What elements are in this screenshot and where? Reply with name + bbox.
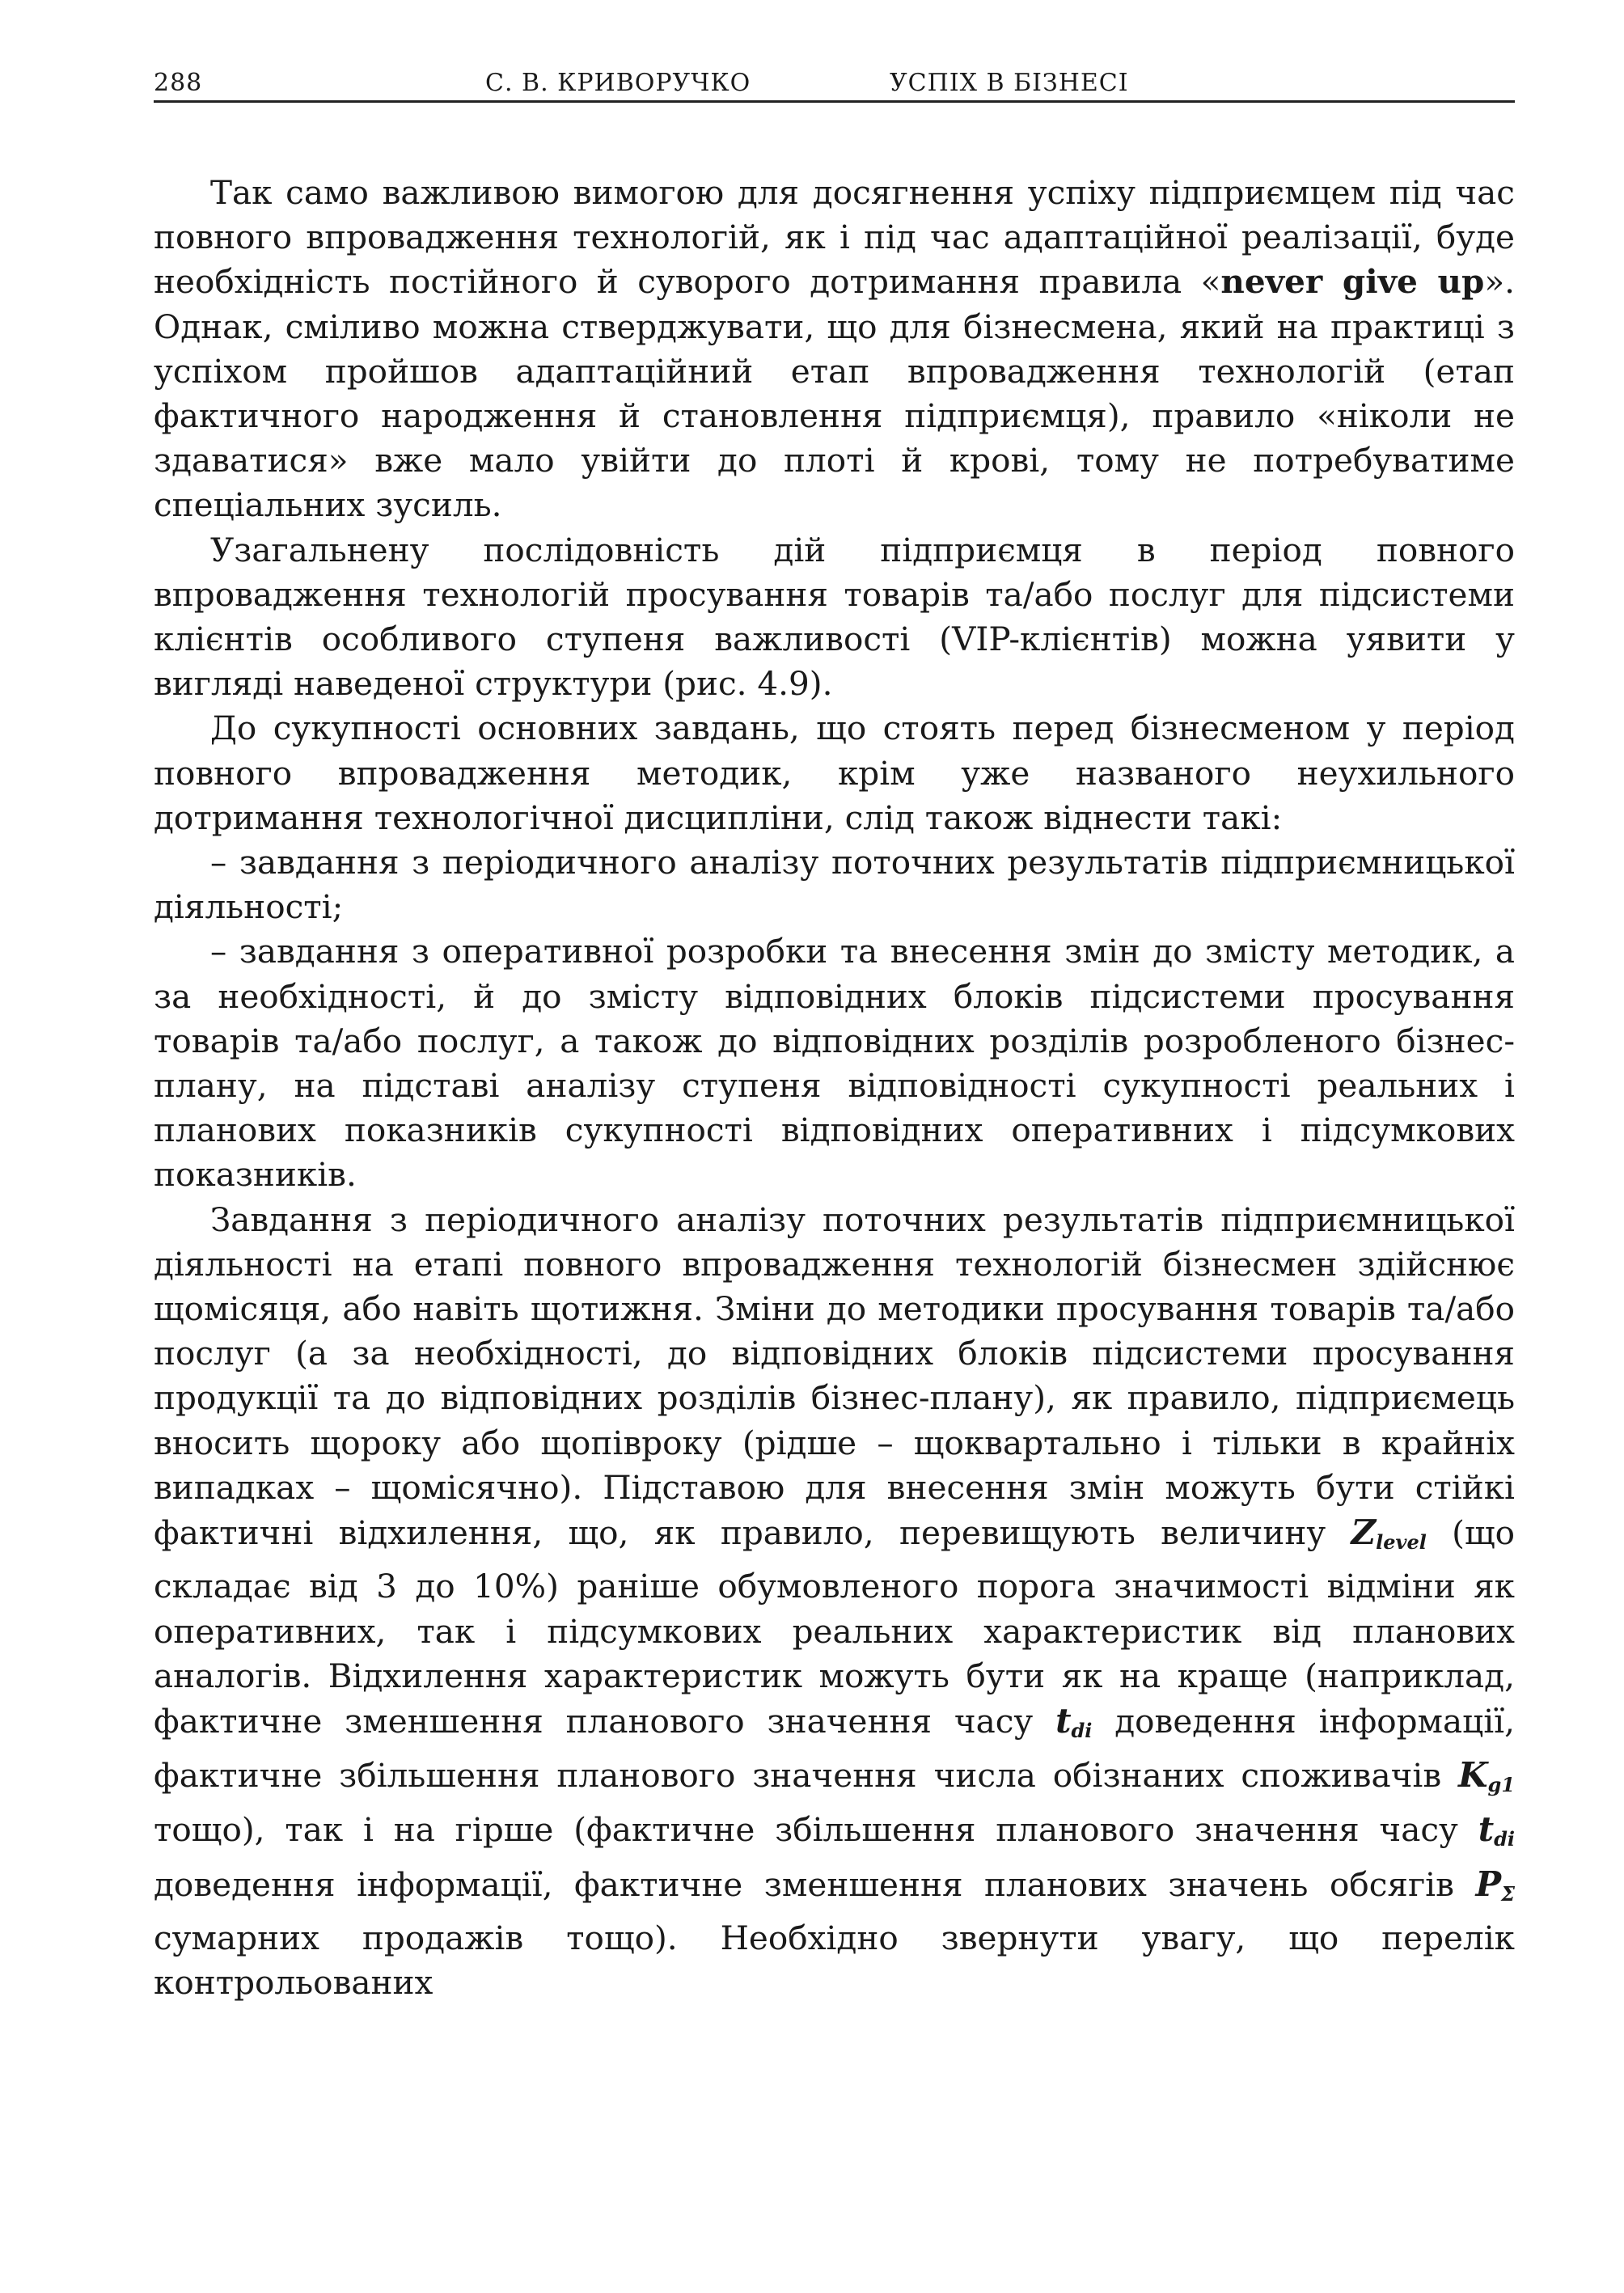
paragraph-3: До сукупності основних завдань, що стоять перед бізнесменом у період повного впровадження методик, крім уже названого неухильного дотримання технологічної дисципліни, слід також віднести такі:: [154, 709, 1515, 837]
variable-t-di: $t_{di}$: [1055, 1700, 1093, 1742]
variable-z-level: $Z_{level}$: [1351, 1512, 1427, 1555]
paragraph-2: Узагальнену послідовність дій підприємця в період повного впровадження технологій просування товарів та/або послуг для підсистеми клієнтів особливого ступеня важливості (VIP-клієнтів) можна уявити у вигляді наведеної структури (рис. 4.9).: [154, 530, 1515, 704]
paragraph-6-text-b: (що складає від 3 до 10%) раніше обумовленого порога значимості відміни як оперативних, так і підсумкових реальних характеристик від планових аналогів. Відхилення характеристик можуть бути як на краще (наприклад, фактичне зменшення планового значення часу: [154, 1513, 1516, 1741]
paragraph-6-text-d: тощо), так і на гірше (фактичне збільшення планового значення часу: [154, 1810, 1458, 1850]
body-text: [154, 171, 1515, 2005]
variable-k-g1: $K_{g1}$: [1458, 1755, 1516, 1797]
paragraph-6-text-f: сумарних продажів тощо). Необхідно звернути увагу, що перелік контрольованих: [154, 1918, 1515, 2002]
book-title: УСПІХ В БІЗНЕСІ: [890, 69, 1129, 97]
variable-p-sigma: $P_\Sigma$: [1475, 1864, 1515, 1906]
paragraph-6-text-a: Завдання з періодичного аналізу поточних результатів підприємницької діяльності на етапі повного впровадження технологій бізнесмен здійснює щомісяця, або навіть щотижня. Зміни до методики просування товарів та/або послуг (а за необхідності, до відповідних блоків підсистеми просування продукції та до відповідних розділів бізнес-плану), як правило, підприємець вносить щороку або щопівроку (рідше – щоквартально і тільки в крайніх випадках – щомісячно). Підставою для внесення змін можуть бути стійкі фактичні відхилення, що, як правило, перевищують величину: [154, 1199, 1515, 1553]
list-item-2: – завдання з оперативної розробки та внесення змін до змісту методик, а за необхідності, й до змісту відповідних блоків підсистеми просування товарів та/або послуг, а також до відповідних розділів розробленого бізнес-плану, на підставі аналізу ступеня відповідності сукупності реальних і планових показників сукупності відповідних оперативних і підсумкових показників.: [154, 932, 1515, 1195]
paragraph-1-emphasis: never give up: [1220, 262, 1485, 302]
book-page: [154, 58, 1515, 2005]
paragraph-6: [154, 1198, 1515, 2005]
paragraph-1-text-b: ». Однак, сміливо можна стверджувати, що для бізнесмена, який на практиці з успіхом пройшов адаптаційний етап впровадження технологій (етап фактичного народження й становлення підприємця), правило «ніколи не здаватися» вже мало увійти до плоті й крові, тому не потребуватиме спеціальних зусиль.: [154, 262, 1515, 525]
paragraph-1: [154, 171, 1515, 528]
page-number: 288: [154, 69, 203, 97]
running-header: [154, 58, 1515, 103]
list-item-1: – завдання з періодичного аналізу поточних результатів підприємницької діяльності;: [154, 843, 1515, 927]
paragraph-6-text-e: доведення інформації, фактичне зменшення планових значень обсягів: [154, 1864, 1454, 1904]
variable-t-di-2: $t_{di}$: [1478, 1809, 1515, 1851]
author-name: С. В. КРИВОРУЧКО: [485, 69, 751, 97]
paragraph-1-text-a: Так само важливою вимогою для досягнення успіху підприємцем під час повного впровадження технологій, як і під час адаптаційної реалізації, буде необхідність постійного й суворого дотримання правила «: [154, 173, 1515, 302]
paragraph-6-text-c: доведення інформації, фактичне збільшення планового значення числа обізнаних споживачів: [154, 1701, 1515, 1796]
